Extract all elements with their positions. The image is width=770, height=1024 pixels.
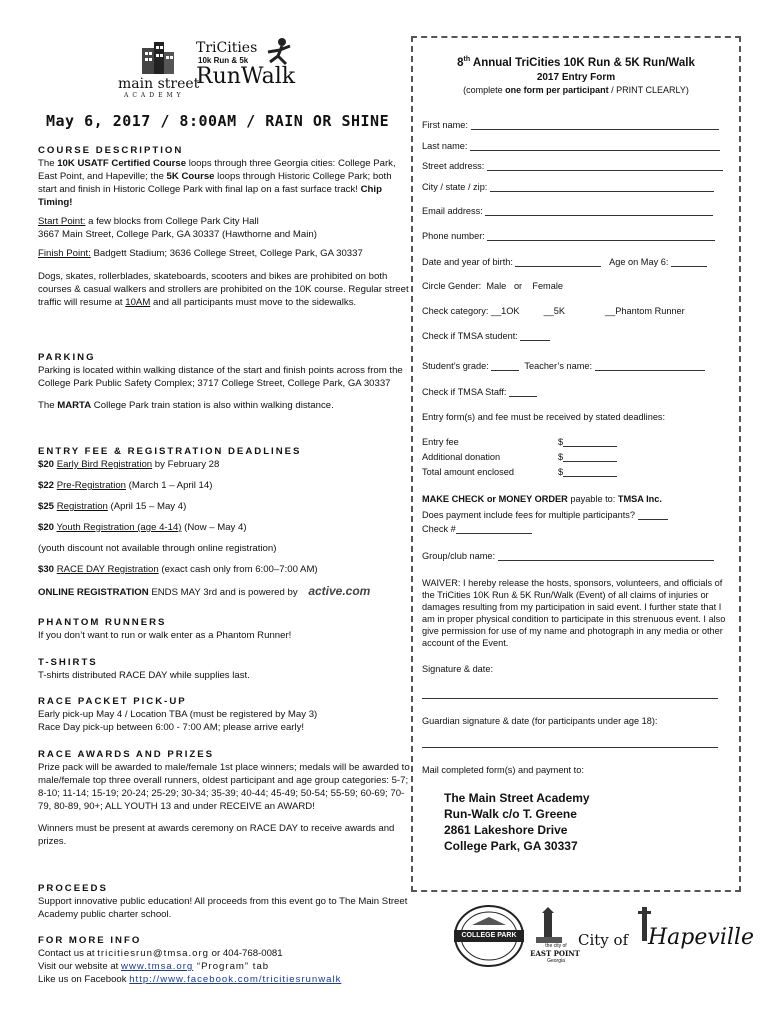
form-title: 8th Annual TriCities 10K Run & 5K Run/Walk [457, 56, 695, 69]
email-field[interactable]: Email address: [422, 206, 713, 216]
tricities-logo-text: TriCities [196, 40, 258, 56]
active-logo: active.com [308, 584, 371, 598]
proceeds-section [38, 882, 410, 921]
parking-heading: PARKING [38, 352, 96, 363]
city-state-zip-field[interactable]: City / state / zip: [422, 182, 714, 192]
awards-note: Winners must be present at awards ceremony on RACE DAY to receive awards and prizes. [38, 823, 395, 847]
multiple-participants-field[interactable]: Does payment include fees for multiple participants? [422, 510, 668, 520]
address-line-1: The Main Street Academy [444, 791, 590, 805]
college-park-label: COLLEGE PARK [461, 932, 517, 939]
address-line-2: Run-Walk c/o T. Greene [444, 807, 577, 821]
donation-field[interactable]: Additional donation [422, 452, 501, 462]
parking-text: Parking is located within walking distance of the start and finish points across from the College Park Public Safety Complex; 3717 College Street, College Park, GA 30337 [38, 365, 403, 389]
first-name-field[interactable]: First name: [422, 120, 719, 130]
awards-text: Prize pack will be awarded to male/female 1st place winners; medals will be awarded to male/female top three overall runners, oldest participant and age group categories: 5-7; 8-10; 11-14; 15-19; 20-24; 25-29; 30-34; 35-39; 40-44; 45-49; 50-54; 55-59; 60-69; 70-79, 80-89, 90+; ALL YOUTH 13 and under RECEIVE an AWARD! [38, 762, 410, 812]
group-club-field[interactable]: Group/club name: [422, 551, 714, 561]
fee-row: $20 Early Bird Registration by February 28 [38, 459, 220, 470]
donation-amount[interactable]: $ [558, 452, 617, 462]
facebook-line: Like us on Facebook http://www.facebook.com/tricitiesrunwalk [38, 974, 342, 985]
runwalk-logo-text: RunWalk [196, 64, 296, 89]
fee-row: $25 Registration (April 15 – May 4) [38, 501, 187, 512]
hapeville-city-of: City of [578, 931, 629, 949]
awards-heading: RACE AWARDS AND PRIZES [38, 749, 215, 760]
form-subtitle: 2017 Entry Form [536, 71, 616, 83]
tmsa-staff-field[interactable]: Check if TMSA Staff: [422, 387, 537, 397]
payable-note: MAKE CHECK or MONEY ORDER payable to: TMSA Inc. [422, 494, 662, 504]
address-line-3: 2861 Lakeshore Drive [444, 823, 568, 837]
entry-fee-section [38, 445, 410, 599]
event-logos [110, 36, 310, 106]
tmsa-student-field[interactable]: Check if TMSA student: [422, 331, 550, 341]
event-date-title: May 6, 2017 / 8:00AM / RAIN OR SHINE [46, 112, 390, 130]
contact-line: Contact us at tricitiesrun@tmsa.org or 404-768-0081 [38, 948, 283, 959]
website-line: Visit our website at www.tmsa.org “Program” tab [38, 961, 270, 972]
fee-row: $20 Youth Registration (age 4-14) (Now – May 4) [38, 522, 247, 533]
entry-fee-field[interactable]: Entry fee [422, 437, 459, 447]
entry-form-header [411, 56, 741, 95]
start-point: Start Point: a few blocks from College Park City Hall 3667 Main Street, College Park, GA 30337 (Hawthorne and Main) [38, 216, 317, 240]
phantom-heading: PHANTOM RUNNERS [38, 617, 167, 628]
total-amount[interactable]: $ [558, 467, 617, 477]
check-number-field[interactable]: Check # [422, 524, 532, 534]
youth-note: (youth discount not available through online registration) [38, 543, 277, 554]
packet-line-1: Early pick-up May 4 / Location TBA (must be registered by May 3) [38, 709, 318, 720]
total-field[interactable]: Total amount enclosed [422, 467, 514, 477]
mail-note: Mail completed form(s) and payment to: [422, 765, 584, 775]
contact-email[interactable]: tricitiesrun@tmsa.org [97, 948, 209, 959]
address-line-4: College Park, GA 30337 [444, 839, 578, 853]
category-phantom-option[interactable]: __Phantom Runner [605, 306, 685, 316]
proceeds-text: Support innovative public education! All proceeds from this event go to The Main Street Academy public charter school. [38, 896, 408, 920]
packet-heading: RACE PACKET PICK-UP [38, 696, 187, 707]
runner-figure-icon [260, 36, 300, 70]
finish-point: Finish Point: Badgett Stadium; 3636 College Street, College Park, GA 30337 [38, 248, 363, 259]
gender-male-option[interactable]: Male [486, 281, 507, 291]
more-info-section [38, 934, 410, 986]
guardian-signature-line[interactable] [422, 747, 718, 748]
packet-section [38, 695, 410, 734]
prohibited-notice: Dogs, skates, rollerblades, skateboards, scooters and bikes are prohibited on both courses & casual walkers and strollers are prohibited on the 10K course. Regular street traffic will resume at 10AM and all participants must move to the sidewalks. [38, 271, 409, 308]
guardian-label: Guardian signature & date (for participants under age 18): [422, 716, 658, 726]
online-registration: ONLINE REGISTRATION ENDS MAY 3rd and is powered by active.com [38, 584, 371, 598]
course-description-section [38, 144, 410, 309]
msa-logo-text: main street [118, 76, 200, 92]
entry-fee-amount[interactable]: $ [558, 437, 617, 447]
signature-label: Signature & date: [422, 664, 493, 674]
awards-section [38, 748, 410, 848]
phantom-text: If you don’t want to run or walk enter as a Phantom Runner! [38, 630, 292, 641]
deadline-note: Entry form(s) and fee must be received by stated deadlines: [422, 412, 666, 422]
packet-line-2: Race Day pick-up between 6:00 - 7:00 AM; please arrive early! [38, 722, 305, 733]
race-day-fee: $30 RACE DAY Registration (exact cash only from 6:00–7:00 AM) [38, 564, 318, 575]
phone-field[interactable]: Phone number: [422, 231, 715, 241]
tshirts-text: T-shirts distributed RACE DAY while supplies last. [38, 670, 250, 681]
msa-logo-subtext: ACADEMY [124, 92, 185, 99]
gender-female-option[interactable]: Female [532, 281, 563, 291]
proceeds-heading: PROCEEDS [38, 883, 108, 894]
website-link[interactable]: www.tmsa.org [121, 961, 194, 972]
east-point-tower-icon [532, 907, 566, 945]
waiver-text: WAIVER: I hereby release the hosts, sponsors, volunteers, and officials of the TriCities 10K Run & 5K Run/Walk (Event) of all claims of injuries or damages resulting from my participation in said event. I further state that I am in proper physical condition to participate in this strenuous event. I also give permission for use of my name and photograph in any media or other account of the Event. [422, 578, 726, 648]
tricities-logo-distance: 10k Run & 5k [198, 56, 249, 65]
course-text: The 10K USATF Certified Course loops through three Georgia cities: College Park, East Point, and Hapeville; the 5K Course loops through Historic College Park; both start and finish in Historic College Park with final lap on a fast surface track! Chip Timing! [38, 158, 396, 208]
tshirts-heading: T-SHIRTS [38, 657, 98, 668]
hapeville-label: Hapeville [648, 925, 754, 950]
east-point-label: EAST POINT [530, 949, 580, 958]
tshirts-section [38, 656, 410, 682]
dob-field[interactable]: Date and year of birth: Age on May 6: [422, 257, 707, 267]
street-address-field[interactable]: Street address: [422, 161, 723, 171]
gender-field[interactable]: Circle Gender: Male or Female [422, 281, 563, 291]
east-point-label-state: Georgia [547, 958, 565, 964]
category-10k-option[interactable]: __1OK [490, 306, 520, 316]
fees-heading: ENTRY FEE & REGISTRATION DEADLINES [38, 446, 302, 457]
category-field: Check category: __1OK __5K __Phantom Runner [422, 306, 685, 316]
signature-line[interactable] [422, 698, 718, 699]
phantom-section [38, 616, 410, 642]
mailing-address [444, 790, 590, 854]
facebook-link[interactable]: http://www.facebook.com/tricitiesrunwalk [129, 974, 342, 985]
last-name-field[interactable]: Last name: [422, 141, 720, 151]
category-5k-option[interactable]: __5K [543, 306, 566, 316]
info-heading: FOR MORE INFO [38, 935, 142, 946]
parking-section [38, 351, 410, 412]
city-sponsor-logos [452, 903, 754, 973]
east-point-label-top: the city of [545, 943, 567, 949]
fee-row: $22 Pre-Registration (March 1 – April 14) [38, 480, 213, 491]
form-instructions: (complete one form per participant / PRINT CLEARLY) [463, 84, 689, 95]
course-heading: COURSE DESCRIPTION [38, 145, 184, 156]
grade-teacher-field[interactable]: Student’s grade: Teacher’s name: [422, 361, 705, 371]
marta-note: The MARTA College Park train station is also within walking distance. [38, 400, 334, 411]
